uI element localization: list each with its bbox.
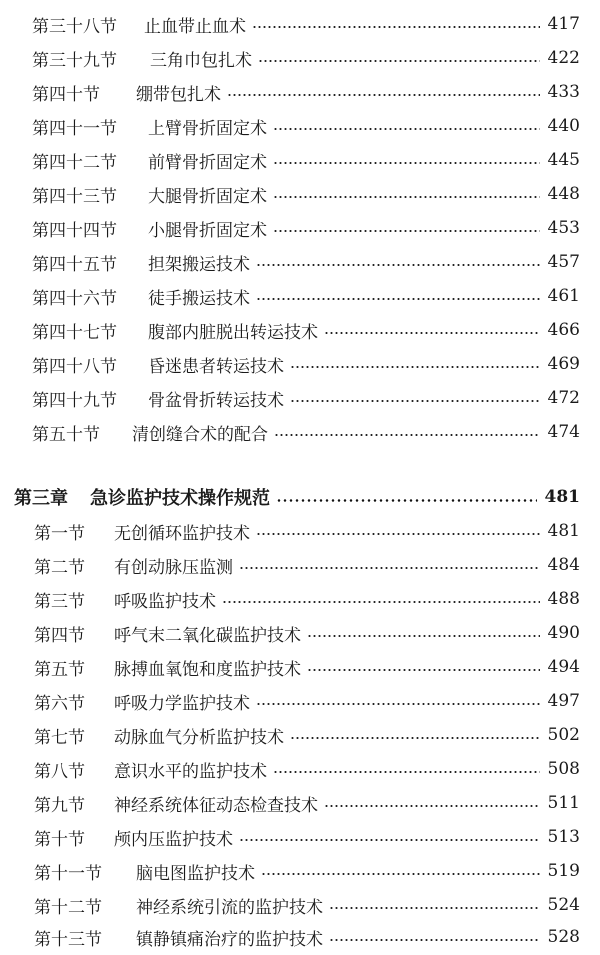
section-number: 第十三节 <box>34 929 102 950</box>
section-title: 镇静镇痛治疗的监护技术 <box>136 929 323 950</box>
chapter-heading[interactable] <box>14 483 580 511</box>
chapter-title: 急诊监护技术操作规范 <box>90 488 270 509</box>
toc-entry[interactable] <box>32 384 580 412</box>
section-title: 有创动脉压监测 <box>114 557 233 578</box>
section-title: 大腿骨折固定术 <box>148 186 267 207</box>
page-number: 474 <box>547 422 580 442</box>
dot-leader <box>239 567 540 569</box>
section-title: 担架搬运技术 <box>148 254 250 275</box>
section-title: 绷带包扎术 <box>136 84 221 105</box>
page-number: 490 <box>547 623 580 643</box>
page-number: 484 <box>547 555 580 575</box>
toc-entry[interactable] <box>32 146 580 174</box>
section-title: 脉搏血氧饱和度监护技术 <box>114 659 301 680</box>
dot-leader <box>273 771 540 773</box>
dot-leader <box>256 703 540 705</box>
dot-leader <box>274 434 540 436</box>
dot-leader <box>324 332 540 334</box>
dot-leader <box>256 264 540 266</box>
section-title: 脑电图监护技术 <box>136 863 255 884</box>
dot-leader <box>307 669 540 671</box>
page-number: 461 <box>547 286 580 306</box>
toc-entry[interactable] <box>34 551 580 579</box>
page-number: 508 <box>547 759 580 779</box>
dot-leader <box>290 366 540 368</box>
section-title: 颅内压监护技术 <box>114 829 233 850</box>
section-number: 第三十九节 <box>32 50 117 71</box>
dot-leader <box>307 635 540 637</box>
section-title: 神经系统体征动态检查技术 <box>114 795 318 816</box>
page-number: 481 <box>547 521 580 541</box>
dot-leader <box>227 94 540 96</box>
page-number: 502 <box>547 725 580 745</box>
toc-entry[interactable] <box>32 214 580 242</box>
dot-leader <box>273 162 540 164</box>
toc-entry[interactable] <box>32 282 580 310</box>
section-number: 第四十八节 <box>32 356 117 377</box>
toc-entry[interactable] <box>34 823 580 851</box>
chapter-number: 第三章 <box>14 488 68 509</box>
section-title: 三角巾包扎术 <box>150 50 252 71</box>
dot-leader <box>258 60 540 62</box>
section-title: 徒手搬运技术 <box>148 288 250 309</box>
dot-leader <box>256 533 540 535</box>
section-title: 前臂骨折固定术 <box>148 152 267 173</box>
toc-entry[interactable] <box>34 789 580 817</box>
toc-entry[interactable] <box>32 418 580 446</box>
page-number: 497 <box>547 691 580 711</box>
section-number: 第三十八节 <box>32 16 117 37</box>
section-number: 第十一节 <box>34 863 102 884</box>
toc-entry[interactable] <box>34 923 580 951</box>
dot-leader <box>239 839 540 841</box>
section-title: 呼气末二氧化碳监护技术 <box>114 625 301 646</box>
toc-entry[interactable] <box>34 585 580 613</box>
section-number: 第六节 <box>34 693 85 714</box>
section-number: 第四节 <box>34 625 85 646</box>
section-title: 清创缝合术的配合 <box>132 424 268 445</box>
dot-leader <box>273 230 540 232</box>
toc-entry[interactable] <box>34 619 580 647</box>
section-title: 上臂骨折固定术 <box>148 118 267 139</box>
section-title: 意识水平的监护技术 <box>114 761 267 782</box>
page-number: 466 <box>547 320 580 340</box>
dot-leader <box>290 737 540 739</box>
page-number: 453 <box>547 218 580 238</box>
section-title: 止血带止血术 <box>144 16 246 37</box>
dot-leader <box>273 196 540 198</box>
page-number: 494 <box>547 657 580 677</box>
section-title: 呼吸力学监护技术 <box>114 693 250 714</box>
page-number: 488 <box>547 589 580 609</box>
page-number: 457 <box>547 252 580 272</box>
page-number: 469 <box>547 354 580 374</box>
dot-leader <box>273 128 540 130</box>
dot-leader <box>290 400 540 402</box>
toc-entry[interactable] <box>34 721 580 749</box>
section-title: 呼吸监护技术 <box>114 591 216 612</box>
toc-entry[interactable] <box>32 10 580 38</box>
toc-entry[interactable] <box>32 112 580 140</box>
page-number: 511 <box>547 793 580 813</box>
dot-leader <box>222 601 540 603</box>
section-title: 无创循环监护技术 <box>114 523 250 544</box>
section-number: 第一节 <box>34 523 85 544</box>
section-number: 第四十五节 <box>32 254 117 275</box>
section-number: 第四十一节 <box>32 118 117 139</box>
toc-entry[interactable] <box>32 350 580 378</box>
section-number: 第八节 <box>34 761 85 782</box>
dot-leader <box>329 939 540 941</box>
section-number: 第四十四节 <box>32 220 117 241</box>
toc-entry[interactable] <box>32 180 580 208</box>
page-number: 417 <box>547 14 580 34</box>
page-number: 528 <box>547 927 580 947</box>
section-title: 腹部内脏脱出转运技术 <box>148 322 318 343</box>
dot-leader <box>261 873 540 875</box>
section-number: 第四十二节 <box>32 152 117 173</box>
section-number: 第十二节 <box>34 897 102 918</box>
section-number: 第四十九节 <box>32 390 117 411</box>
section-number: 第四十六节 <box>32 288 117 309</box>
toc-entry[interactable] <box>34 891 580 919</box>
section-title: 动脉血气分析监护技术 <box>114 727 284 748</box>
section-number: 第五节 <box>34 659 85 680</box>
section-number: 第二节 <box>34 557 85 578</box>
section-number: 第四十七节 <box>32 322 117 343</box>
page-number: 519 <box>547 861 580 881</box>
dot-leader <box>329 907 540 909</box>
dot-leader <box>324 805 540 807</box>
section-title: 神经系统引流的监护技术 <box>136 897 323 918</box>
section-number: 第十节 <box>34 829 85 850</box>
dot-leader <box>252 26 540 28</box>
page-number: 448 <box>547 184 580 204</box>
toc-entry[interactable] <box>34 857 580 885</box>
page-number: 481 <box>544 487 580 507</box>
section-number: 第三节 <box>34 591 85 612</box>
section-title: 小腿骨折固定术 <box>148 220 267 241</box>
page-number: 445 <box>547 150 580 170</box>
toc-entry[interactable] <box>32 248 580 276</box>
section-number: 第七节 <box>34 727 85 748</box>
page-number: 440 <box>547 116 580 136</box>
page-number: 433 <box>547 82 580 102</box>
page-number: 422 <box>547 48 580 68</box>
toc-entry[interactable] <box>34 755 580 783</box>
toc-entry[interactable] <box>32 78 580 106</box>
toc-entry[interactable] <box>34 687 580 715</box>
dot-leader <box>256 298 540 300</box>
section-title: 昏迷患者转运技术 <box>148 356 284 377</box>
page-number: 524 <box>547 895 580 915</box>
toc-entry[interactable] <box>34 653 580 681</box>
section-number: 第九节 <box>34 795 85 816</box>
page-number: 513 <box>547 827 580 847</box>
toc-entry[interactable] <box>34 517 580 545</box>
section-number: 第五十节 <box>32 424 100 445</box>
toc-entry[interactable] <box>32 44 580 72</box>
page-number: 472 <box>547 388 580 408</box>
section-number: 第四十三节 <box>32 186 117 207</box>
section-number: 第四十节 <box>32 84 100 105</box>
toc-entry[interactable] <box>32 316 580 344</box>
section-title: 骨盆骨折转运技术 <box>148 390 284 411</box>
dot-leader <box>276 499 537 502</box>
